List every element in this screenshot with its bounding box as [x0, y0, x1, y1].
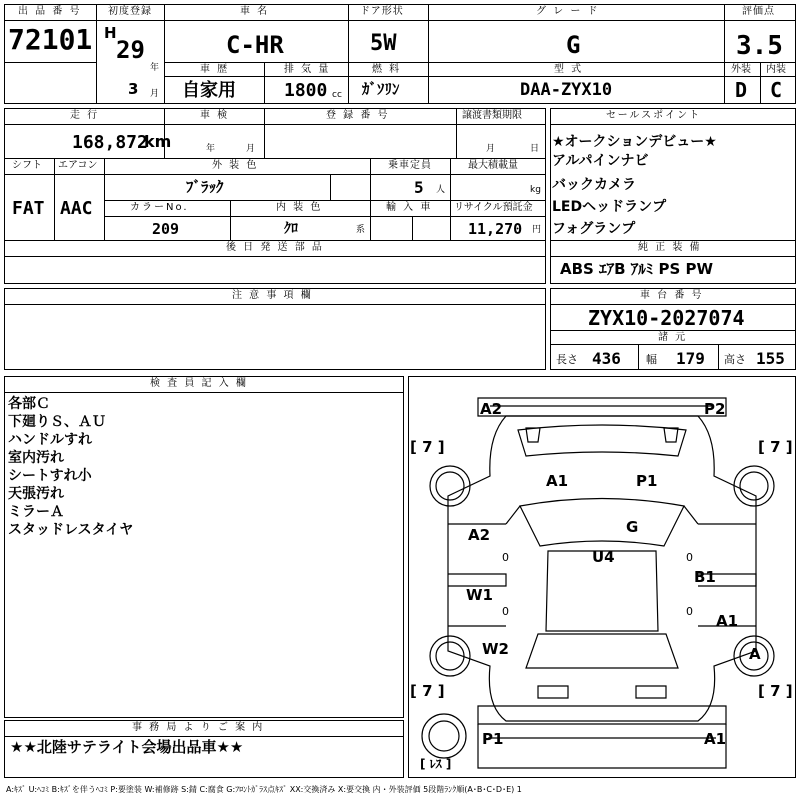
mark-zero-left: 0: [502, 551, 509, 564]
ac-label: エアコン: [58, 160, 98, 171]
ext-color-value: ﾌﾞﾗｯｸ: [186, 178, 224, 196]
exterior-grade: D: [735, 78, 748, 102]
recycle-unit: 円: [532, 225, 542, 235]
era-letter: H: [104, 24, 117, 42]
mark-wheel-right-rear: A: [749, 645, 761, 663]
length-label: 長さ: [556, 353, 578, 366]
mark-zero-left-2: 0: [502, 605, 509, 618]
legend-text: A:ｷｽﾞ U:ﾍｺﾐ B:ｷｽﾞを伴うﾍｺﾐ P:要塗装 W:補修跡 S:錆 C:腐食 G:ﾌﾛﾝﾄｶﾞﾗｽ点ｷｽﾞ XX:交換済み X:要交換 内・外装評価 5段階ﾗﾝｸ順(A･B･C･D･E) 1: [6, 785, 522, 794]
model-code: DAA-ZYX10: [520, 80, 613, 100]
office-message: ★★北陸サテライト会場出品車★★: [10, 738, 244, 756]
equipment-items: ABS ｴｱB ｱﾙﾐ PS PW: [560, 260, 714, 278]
lot-label: 出 品 番 号: [18, 6, 82, 17]
year-unit: 年: [150, 63, 160, 73]
import-label: 輸 入 車: [386, 202, 433, 213]
model-code-label: 型 式: [554, 64, 584, 75]
mileage-unit: km: [144, 132, 172, 151]
shift-value: FAT: [12, 198, 45, 219]
int-color-label: 内 装 色: [276, 202, 323, 213]
sales-point-item: ★オークションデビュー★: [552, 134, 717, 150]
exterior-label: 外装: [731, 64, 751, 75]
fuel-label: 燃 料: [372, 64, 402, 75]
mark-front-left: A2: [480, 400, 503, 418]
transfer-label: 譲渡書類期限: [462, 110, 522, 121]
mark-front-door-left: A2: [468, 526, 491, 544]
reg-no-label: 登 録 番 号: [326, 110, 390, 121]
lot-number: 72101: [8, 23, 93, 56]
mark-zero-right-2: 0: [686, 605, 693, 618]
int-color-unit: 系: [356, 225, 366, 235]
tire-rr-depth: [ 7 ]: [758, 682, 793, 700]
tire-fl-depth: [ 7 ]: [410, 438, 445, 456]
spare-value: ﾚｽ: [429, 757, 442, 771]
mileage-value: 168,872: [72, 132, 148, 153]
score-value: 3.5: [736, 31, 783, 61]
mark-windshield: G: [626, 518, 639, 536]
sales-point-item: アルパインナビ: [552, 153, 649, 169]
sales-point-item: フォグランプ: [552, 221, 636, 237]
inspector-notes: [8, 395, 133, 539]
car-name: C-HR: [226, 31, 284, 59]
capacity-label: 乗車定員: [388, 160, 432, 171]
mark-rear-door-left: W1: [466, 586, 493, 604]
month-unit: 月: [150, 89, 160, 99]
ext-color-label: 外 装 色: [212, 160, 259, 171]
displacement-unit: cc: [332, 90, 342, 100]
chassis-label: 車 台 番 号: [640, 290, 704, 301]
mark-roof: U4: [592, 548, 615, 566]
width-value: 179: [676, 349, 705, 368]
mark-hood-left: A1: [546, 472, 569, 490]
mark-rear-fender-left: W2: [482, 640, 509, 658]
height-label: 高さ: [724, 353, 746, 366]
inspection-year-unit: 年: [206, 144, 216, 154]
mark-rear-right: A1: [704, 730, 727, 748]
capacity-value: 5: [414, 178, 424, 197]
door-type: 5W: [370, 31, 397, 56]
length-value: 436: [592, 349, 621, 368]
sales-points-list: [552, 130, 717, 244]
mark-hood-right: P1: [636, 472, 658, 490]
tire-rr-value: 7: [770, 682, 781, 700]
max-load-unit: kg: [530, 185, 541, 195]
recycle-label: リサイクル預託金: [454, 202, 533, 213]
office-label: 事 務 局 よ り ご 案 内: [132, 722, 265, 733]
grade-value: G: [566, 31, 581, 59]
inspection-month-unit: 月: [246, 144, 256, 154]
first-reg-label: 初度登録: [108, 6, 152, 17]
sales-point-item: LEDヘッドランプ: [552, 199, 667, 215]
displacement-value: 1800: [284, 80, 328, 101]
interior-grade: C: [770, 78, 783, 102]
tire-rl-depth: [ 7 ]: [410, 682, 445, 700]
height-value: 155: [756, 349, 785, 368]
inspector-line: 各部Ｃ: [8, 396, 50, 412]
max-load-label: 最大積載量: [468, 160, 518, 171]
inspector-line: スタッドレスタイヤ: [8, 522, 134, 538]
mark-front-right: P2: [704, 400, 726, 418]
transfer-day-unit: 日: [530, 144, 540, 154]
equipment-label: 純 正 装 備: [638, 242, 702, 253]
tire-fr-value: 7: [770, 438, 781, 456]
history-label: 車 歴: [200, 64, 230, 75]
front-bumper-outline: [478, 398, 726, 416]
door-label: ドア形状: [360, 6, 404, 17]
inspector-label: 検 査 員 記 入 欄: [150, 378, 248, 389]
displacement-label: 排 気 量: [284, 64, 331, 75]
tire-fr-depth: [ 7 ]: [758, 438, 793, 456]
ac-value: AAC: [60, 198, 93, 219]
spare-depth: [ ﾚｽ ]: [420, 757, 452, 771]
mileage-label: 走 行: [70, 110, 100, 121]
tire-rl-value: 7: [422, 682, 433, 700]
spec-label: 諸 元: [658, 332, 688, 343]
sales-point-item: バックカメラ: [552, 177, 636, 193]
inspector-line: ミラーＡ: [8, 504, 64, 520]
int-color-value: ｸﾛ: [284, 221, 298, 237]
capacity-unit: 人: [436, 185, 446, 195]
notes-label: 注 意 事 項 欄: [232, 290, 313, 301]
inspector-line: ハンドルすれ: [8, 432, 92, 448]
fuel-value: ｶﾞｿﾘﾝ: [362, 80, 400, 98]
color-no-value: 209: [152, 220, 180, 238]
tire-fl-value: 7: [422, 438, 433, 456]
inspection-label: 車 検: [200, 110, 230, 121]
reg-year: 29: [116, 36, 145, 64]
recycle-value: 11,270: [468, 220, 523, 238]
inspector-line: シートすれ小: [8, 468, 92, 484]
score-label: 評価点: [742, 6, 775, 17]
color-no-label: カラーNo.: [130, 202, 189, 213]
reg-month: 3: [128, 80, 139, 98]
inspector-line: 天張汚れ: [8, 486, 64, 502]
later-parts-label: 後 日 発 送 部 品: [226, 242, 324, 253]
mark-rear-left: P1: [482, 730, 504, 748]
grade-label: グ レ ー ド: [536, 6, 600, 17]
interior-label: 内装: [766, 64, 786, 75]
mark-front-door-right: B1: [694, 568, 716, 586]
width-label: 幅: [646, 353, 657, 366]
car-diagram: [408, 376, 796, 778]
history-value: 自家用: [182, 80, 236, 101]
car-name-label: 車 名: [240, 6, 270, 17]
mark-zero-right: 0: [686, 551, 693, 564]
mark-rear-door-right: A1: [716, 612, 739, 630]
transfer-month-unit: 月: [486, 144, 496, 154]
inspector-line: 室内汚れ: [8, 450, 64, 466]
shift-label: シフト: [12, 160, 42, 171]
sales-points-label: セールスポイント: [606, 110, 702, 121]
inspector-line: 下廻りＳ、ＡＵ: [8, 414, 106, 430]
chassis-number: ZYX10-2027074: [588, 306, 745, 330]
